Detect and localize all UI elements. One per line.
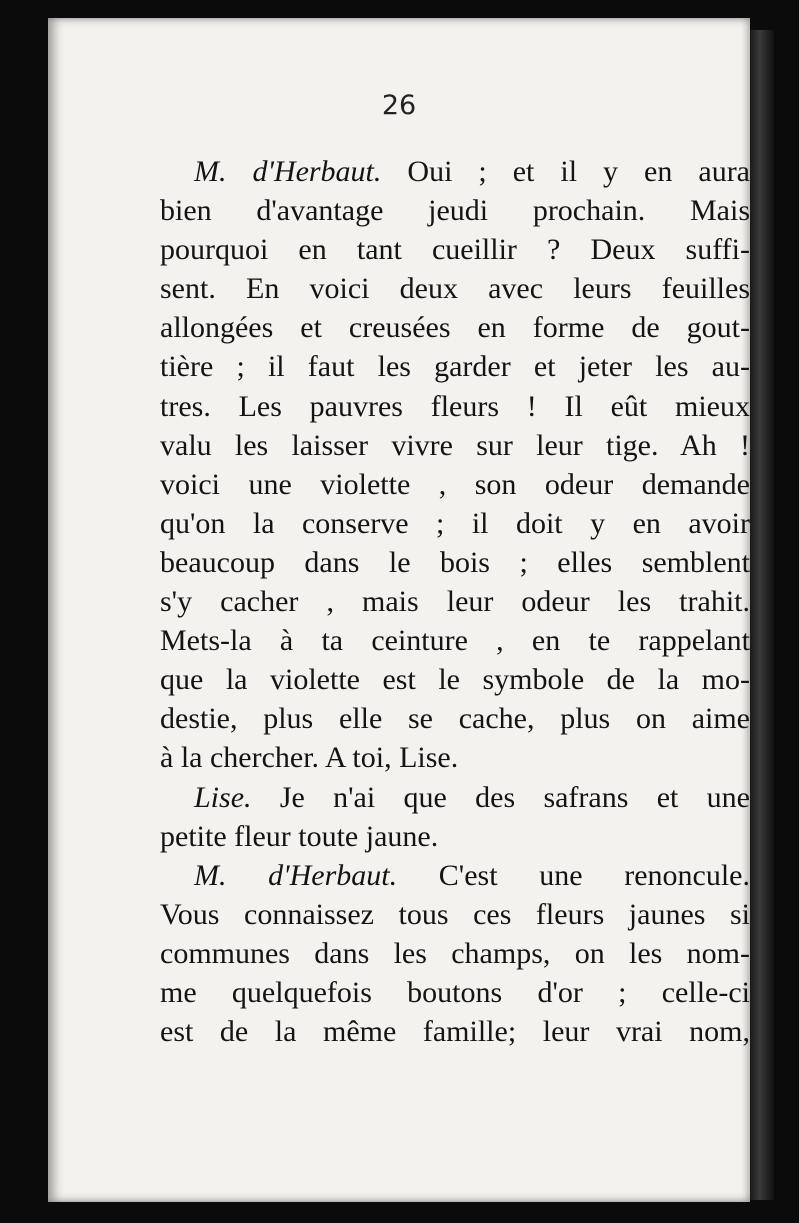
text-line: Vous connaissez tous ces fleurs jaunes si xyxy=(160,897,750,931)
text-line: tres. Les pauvres fleurs ! Il eût mieux xyxy=(160,389,750,423)
text-line: bien d'avantage jeudi prochain. Mais xyxy=(160,194,750,228)
page-number: 26 xyxy=(381,90,417,121)
text-line: Mets-la à ta ceinture , en te rappelant xyxy=(160,624,750,658)
text-line: M. d'Herbaut. Oui ; et il y en aura xyxy=(194,155,750,188)
text-line: à la chercher. A toi, Lise. xyxy=(160,741,459,775)
text-line: que la violette est le symbole de la mo- xyxy=(160,663,750,697)
text-line: communes dans les champs, on les nom- xyxy=(160,936,750,970)
text-line: me quelquefois boutons d'or ; celle-ci xyxy=(160,975,750,1009)
text-line: petite fleur toute jaune. xyxy=(160,819,439,853)
text-line: sent. En voici deux avec leurs feuilles xyxy=(160,272,750,306)
speaker-label: M. d'Herbaut. xyxy=(194,155,382,188)
book-page xyxy=(48,18,750,1202)
book-edge xyxy=(750,30,774,1200)
speaker-label: M. d'Herbaut. xyxy=(194,858,398,892)
speaker-label: Lise. xyxy=(194,780,252,814)
page-text xyxy=(160,152,750,1051)
text-line: destie, plus elle se cache, plus on aime xyxy=(160,702,750,736)
text-line: qu'on la conserve ; il doit y en avoir xyxy=(160,506,750,540)
text-line: allongées et creusées en forme de gout- xyxy=(160,311,750,345)
text-line: Lise. Je n'ai que des safrans et une xyxy=(194,780,750,814)
text-line: est de la même famille; leur vrai nom, xyxy=(160,1015,750,1049)
text-line: M. d'Herbaut. C'est une renoncule. xyxy=(194,858,750,892)
text-line: valu les laisser vivre sur leur tige. Ah ! xyxy=(160,428,750,462)
text-line: s'y cacher , mais leur odeur les trahit. xyxy=(160,585,750,619)
text-line: pourquoi en tant cueillir ? Deux suffi- xyxy=(160,233,750,267)
text-line: beaucoup dans le bois ; elles semblent xyxy=(160,545,750,579)
text-line: voici une violette , son odeur demande xyxy=(160,467,750,501)
text-line: tière ; il faut les garder et jeter les au- xyxy=(160,350,750,384)
